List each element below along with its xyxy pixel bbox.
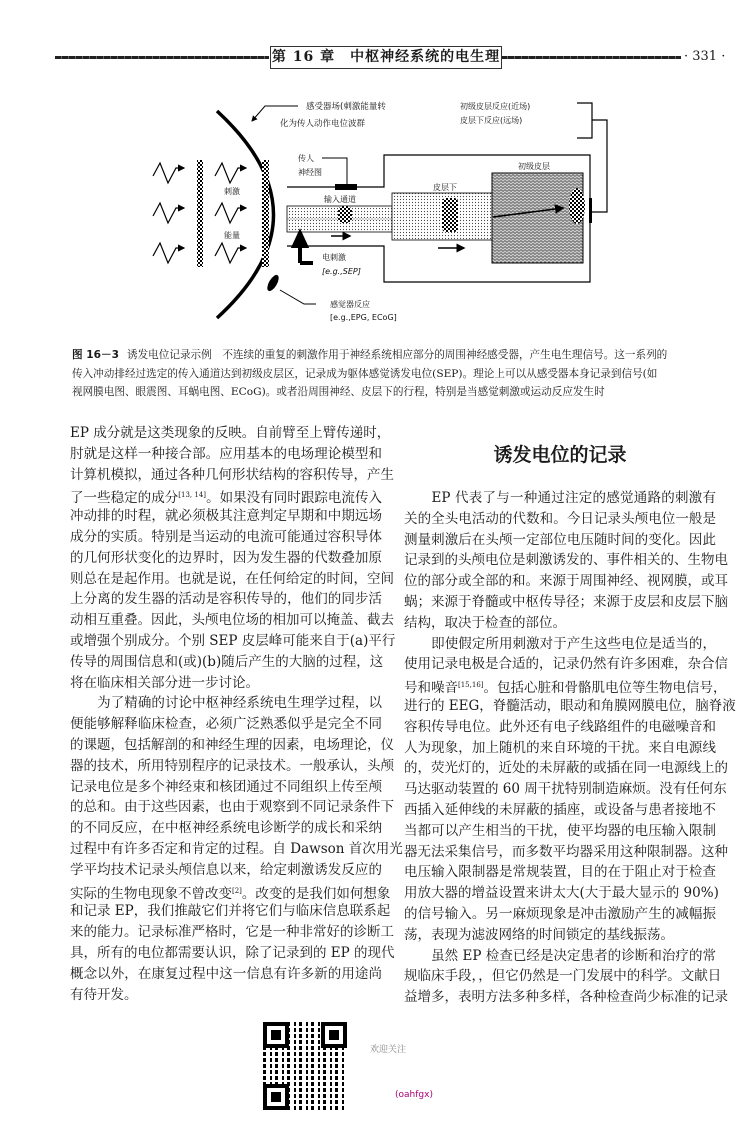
cortex-electrode <box>589 198 592 223</box>
label-near-field: 初级皮层反应(近场) <box>460 102 531 111</box>
text-line: 有待开发。 <box>70 986 138 1003</box>
text-line: 益增多，表明方法多种多样，各种检查尚少标准的记录 <box>404 989 728 1006</box>
text-line: 使用记录电极是合适的，记录仍然有许多困难，杂合信 <box>404 656 728 673</box>
watermark-line-1: 欢迎关注 <box>370 1045 407 1055</box>
text-line: 虽然 EP 检查已经是决定患者的诊断和治疗的常 <box>404 947 716 964</box>
text-line: 冲动排的时程，就必须极其注意判定早期和中期远场 <box>70 508 382 525</box>
text-segment: 了一些稳定的成分 <box>70 490 179 507</box>
label-afferent-2: 神经图 <box>298 168 322 177</box>
text-line: 关的全头电活动的代数和。今日记录头颅电位一般是 <box>404 510 716 527</box>
text-line: 测量刺激后在头颅一定部位电压随时间的变化。因此 <box>404 531 716 548</box>
citation-superscript: [2] <box>232 886 242 895</box>
text-line: 规临床手段，，但它仍然是一门发展中的科学。文献日 <box>404 968 722 985</box>
text-line: 蜗；来源于脊髓或中枢传导径；来源于皮层和皮层下脑 <box>404 593 728 610</box>
text-line: 结构，取决于检查的部位。 <box>404 614 566 631</box>
text-line: 用放大器的增益设置来讲太大(大于最大显示的 90%) <box>404 885 719 902</box>
text-line: 则总在是起作用。也就是说，在任何给定的时间，空间 <box>70 570 394 587</box>
electric-stim-arrow <box>294 233 313 263</box>
citation-superscript: [13, 14] <box>178 491 207 500</box>
label-stimulus: 刺激 <box>224 187 240 196</box>
label-subcortical: 皮层下 <box>433 183 457 192</box>
label-electric-stim: 电刺激 <box>322 253 346 262</box>
text-line: 学平均技术记录头颅信息以来，给定刺激诱发反应的 <box>70 861 382 878</box>
caption-text: 诱发电位记录示例 不连续的重复的刺激作用于神经系统相应部分的周围神经感受器，产生电生理信号。这一系列的 <box>127 349 668 361</box>
text-line: 动相互重叠。因此，头颅电位场的相加可以掩盖、截去 <box>70 612 394 629</box>
text-line: 便能够解释临床检查，必须广泛熟悉似乎是完全不同 <box>70 716 382 733</box>
text-line: 西插入延伸线的未屏蔽的插座，或设备与患者接地不 <box>404 801 716 818</box>
text-line: 记录电位是多个神经束和核团通过不同组织上传至颅 <box>70 778 382 795</box>
sensor-electrode <box>265 273 281 293</box>
text-line: 电压输入限制器是常规装置，目的在于阻止对于检查 <box>404 864 716 881</box>
text-line: 马达驱动装置的 60 周干扰特别制造麻烦。没有任何东 <box>404 781 727 798</box>
label-sensor-response-eg: [e.g.,EPG, ECoG] <box>330 313 397 322</box>
section-title: 诱发电位的记录 <box>493 444 627 466</box>
label-afferent-1: 传人 <box>298 154 314 163</box>
caption-line: 传入冲动排经过选定的传入通道达到初级皮层区，记录成为躯体感觉诱发电位(SEP)。理论上可以从感受器本身记录到信号(如 <box>72 367 658 380</box>
text-line: 成分的实质。特别是当运动的电流可能通过容积导体 <box>70 528 382 545</box>
text-segment: 实际的生物电现象不曾改变 <box>70 885 232 902</box>
figure-caption <box>72 346 720 402</box>
text-line: 即使假定所用刺激对于产生这些电位是适当的， <box>404 635 716 652</box>
text-line: 容积传导电位。此外还有电子线路组件的电磁噪音和 <box>404 718 716 735</box>
text-segment: 。包括心脏和骨骼肌电位等生物电信号， <box>483 680 727 697</box>
text-line: 传导的周围信息和(或)(b)随后产生的大脑的过程，这 <box>70 653 384 670</box>
chapter-title: 第 16 章 中枢神经系统的电生理 <box>270 46 502 69</box>
citation-superscript: [15,16] <box>458 681 484 690</box>
text-line: 的总和。由于这些因素，也由于观察到不同记录条件下 <box>70 799 394 816</box>
watermark-line-2: (oahfgx) <box>395 1090 433 1100</box>
text-line: 的几何形状变化的边界时，因为发生器的代数叠加原 <box>70 549 382 566</box>
text-segment: 。如果没有同时跟踪电流传入 <box>206 490 382 507</box>
text-line: 计算机模拟，通过各种几何形状结构的容积传导，产生 <box>70 466 394 483</box>
left-column <box>70 423 403 1005</box>
text-line: 为了精确的讨论中枢神经系统电生理学过程，以 <box>70 695 382 712</box>
label-sensor-response: 感觉器反应 <box>330 300 370 309</box>
text-line <box>70 881 391 902</box>
text-line: 位的部分或全部的和。来源于周围神经、视网膜，或耳 <box>404 573 728 590</box>
text-line: 人为现象，加上随机的来自环境的干扰。来自电源线 <box>404 739 716 756</box>
text-line: 的信号输入。另一麻烦现象是冲击激励产生的减幅振 <box>404 905 716 922</box>
text-line: 过程中有许多否定和肯定的过程。自 Dawson 首次用光 <box>70 840 403 857</box>
text-line: 的课题，包括解剖的和神经生理的因素，电场理论，仪 <box>70 736 394 753</box>
text-line: 器无法采集信号，而多数平均器采用这种限制器。这种 <box>404 843 728 860</box>
text-line: 记录到的头颅电位是刺激诱发的、事件相关的、生物电 <box>404 552 728 569</box>
text-line: 进行的 EEG，脊髓活动，眼动和角膜网膜电位，脑脊液 <box>404 697 736 714</box>
text-line: 将在临床相关部分进一步讨论。 <box>70 674 259 691</box>
text-line <box>70 485 382 506</box>
evoked-potential-diagram <box>0 0 744 340</box>
label-receptor-field-1: 感受器场(刺激能量转 <box>306 102 386 112</box>
text-line: 荡，表现为滤波网络的时间锁定的基线振荡。 <box>404 926 674 943</box>
text-line: EP 成分就是这类现象的反映。自前臂至上臂传递时， <box>70 425 391 441</box>
text-line: 具，所有的电位都需要认识，除了记录到的 EP 的现代 <box>70 944 395 961</box>
label-electric-stim-eg: [e.g.,SEP] <box>322 267 361 276</box>
text-line: 上分离的发生器的活动是容积传导的，他们的同步活 <box>70 591 382 608</box>
text-line: 器的技术，所用特别程序的记录技术。一般承认，头颅 <box>70 757 394 774</box>
primary-cortex-box <box>492 173 583 263</box>
label-far-field: 皮层下反应(远场) <box>460 116 523 125</box>
label-input-channel: 输入通道 <box>324 195 356 204</box>
caption-line <box>72 346 720 365</box>
text-line: 和记录 EP，我们推敲它们并将它们与临床信息联系起 <box>70 903 391 920</box>
text-line: 的，荧光灯的，近处的未屏蔽的或插在同一电源线上的 <box>404 760 728 777</box>
text-line: 当都可以产生相当的干扰，使平均器的电压输入限制 <box>404 822 716 839</box>
caption-line: 视网膜电图、眼震图、耳蜗电图、ECoG)。或者沿周围神经、皮层下的行程，特别是当感觉刺激或运动反应发生时 <box>72 386 605 398</box>
text-line: 或增强个别成分。个别 SEP 皮层峰可能来自于(a)平行 <box>70 632 396 649</box>
label-receptor-field-2: 化为传人动作电位波群 <box>280 119 366 129</box>
text-line: 肘就是这样一种接合部。应用基本的电场理论模型和 <box>70 445 382 462</box>
text-line <box>404 675 727 697</box>
text-line: EP 代表了与一种通过注定的感觉通路的刺激有 <box>404 490 716 506</box>
afferent-electrode <box>335 184 357 190</box>
text-line: 概念以外，在康复过程中这一信息有许多新的用途尚 <box>70 965 382 982</box>
text-line: 来的能力。记录标准严格时，它是一种非常好的诊断工 <box>70 924 394 941</box>
text-line: 的不同反应，在中枢神经系统电诊断学的成长和采纳 <box>70 820 382 837</box>
stimulus-bar-1 <box>197 160 203 267</box>
text-segment: 号和噪音 <box>404 680 458 697</box>
page-number: · 331 · <box>684 49 726 64</box>
label-primary-cortex: 初级皮层 <box>518 162 550 171</box>
label-energy: 能量 <box>224 231 240 240</box>
caption-label: 图 16－3 <box>72 349 119 361</box>
right-column <box>404 488 736 1008</box>
stimulus-bar-2 <box>262 160 269 267</box>
qr-code <box>263 1022 347 1110</box>
text-segment: 。改变的是我们如何想象 <box>241 885 391 902</box>
